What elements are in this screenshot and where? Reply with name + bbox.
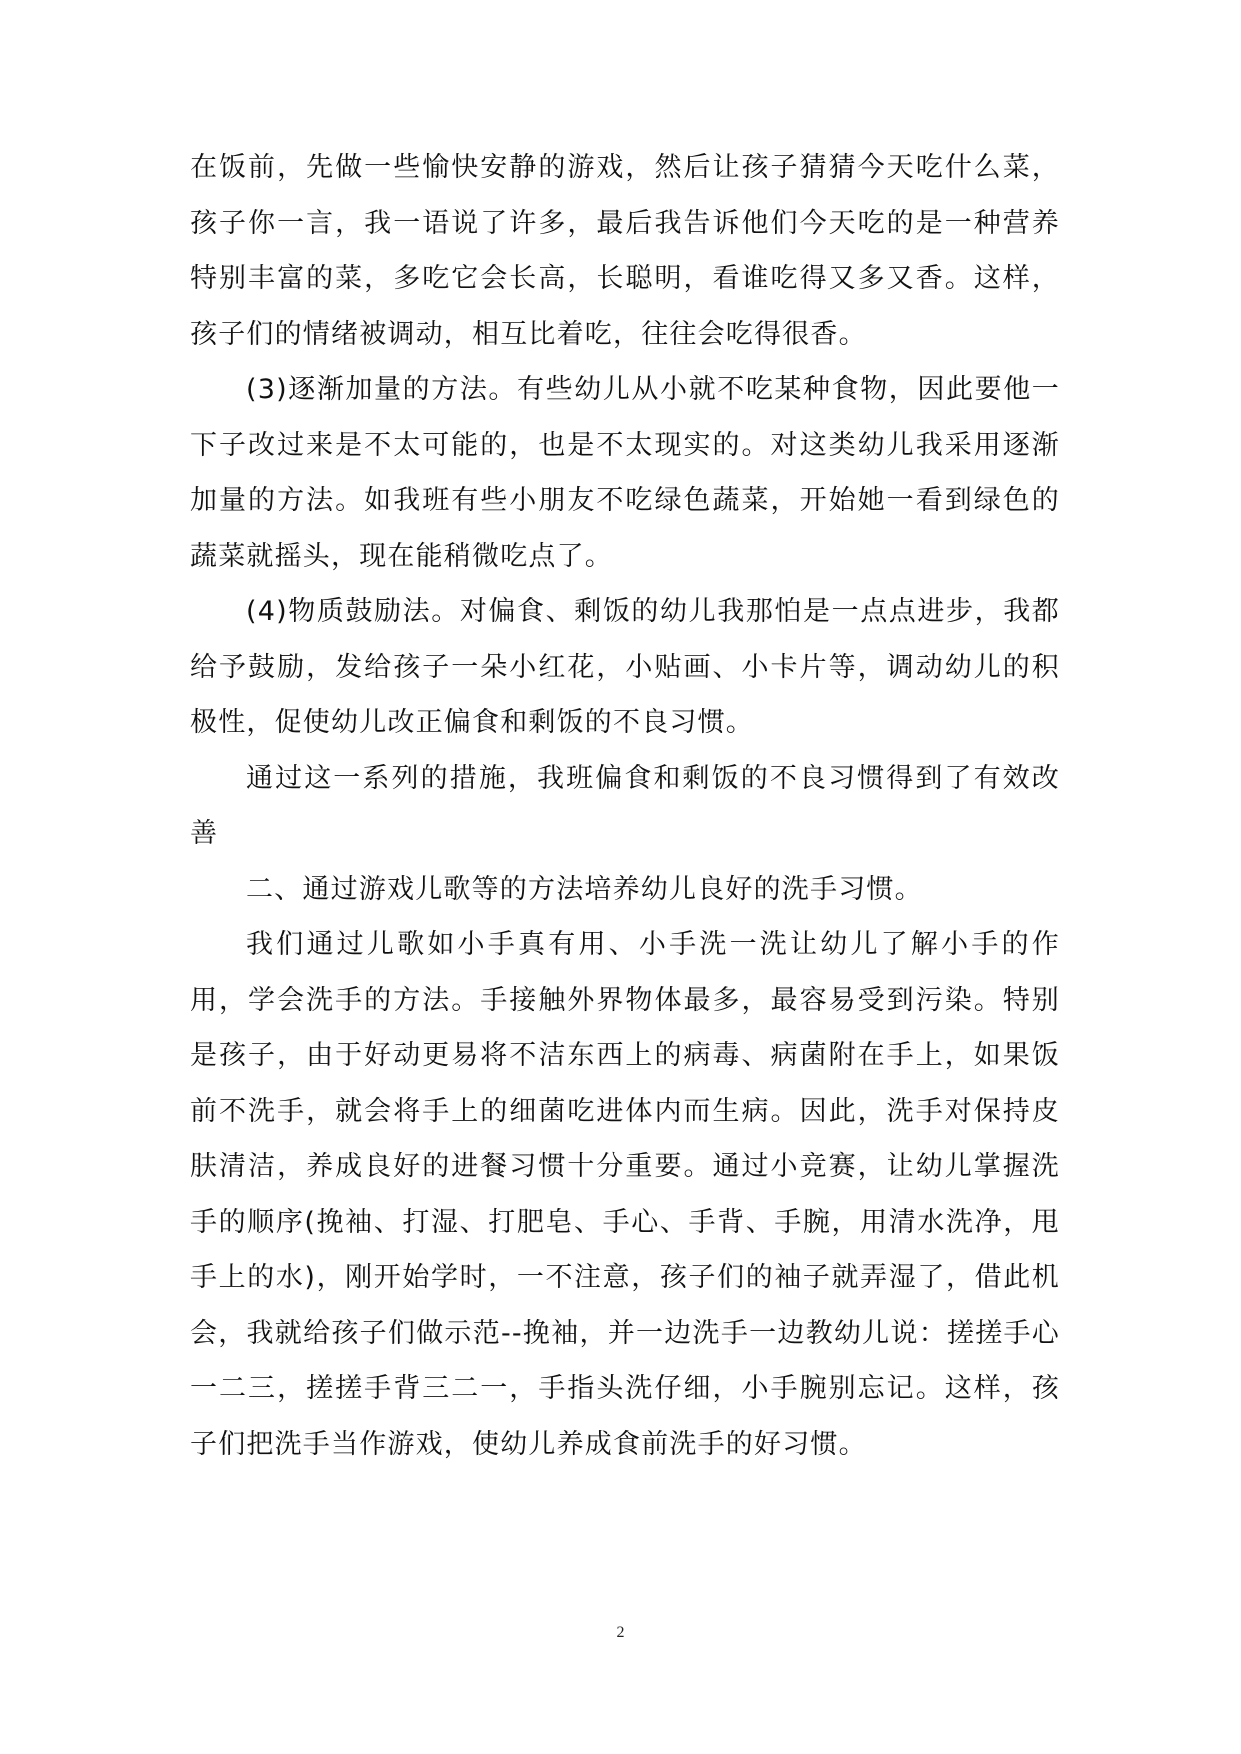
section-heading-handwashing: 二、通过游戏儿歌等的方法培养幼儿良好的洗手习惯。 — [246, 873, 923, 905]
page-number: 2 — [616, 1624, 625, 1641]
paragraph-summary: 通过这一系列的措施，我班偏食和剩饭的不良习惯得到了有效改善 — [190, 762, 1060, 849]
paragraph-handwashing: 我们通过儿歌如小手真有用、小手洗一洗让幼儿了解小手的作用，学会洗手的方法。手接触外界物体最多，最容易受到污染。特别是孩子，由于好动更易将不洁东西上的病毒、病菌附在手上，如果饭前不洗手，就会将手上的细菌吃进体内而生病。因此，洗手对保持皮肤清洁，养成良好的进餐习惯十分重要。通过小竞赛，让幼儿掌握洗手的顺序(挽袖、打湿、打肥皂、手心、手背、手腕，用清水洗净，甩手上的水)，刚开始学时，一不注意，孩子们的袖子就弄湿了，借此机会，我就给孩子们做示范--挽袖，并一边洗手一边教幼儿说：搓搓手心一二三，搓搓手背三二一，手指头洗仔细，小手腕别忘记。这样，孩子们把洗手当作游戏，使幼儿养成食前洗手的好习惯。 — [190, 929, 1060, 1460]
paragraph-material-reward: (4)物质鼓励法。对偏食、剩饭的幼儿我那怕是一点点进步，我都给予鼓励，发给孩子一朵小红花，小贴画、小卡片等，调动幼儿的积极性，促使幼儿改正偏食和剩饭的不良习惯。 — [190, 596, 1060, 738]
paragraph-continuation: 在饭前，先做一些愉快安静的游戏，然后让孩子猜猜今天吃什么菜，孩子你一言，我一语说了许多，最后我告诉他们今天吃的是一种营养特别丰富的菜，多吃它会长高，长聪明，看谁吃得又多又香。这样，孩子们的情绪被调动，相互比着吃，往往会吃得很香。 — [190, 152, 1060, 350]
paragraph-gradual-increase: (3)逐渐加量的方法。有些幼儿从小就不吃某种食物，因此要他一下子改过来是不太可能的，也是不太现实的。对这类幼儿我采用逐渐加量的方法。如我班有些小朋友不吃绿色蔬菜，开始她一看到绿色的蔬菜就摇头，现在能稍微吃点了。 — [190, 374, 1060, 572]
document-body — [190, 140, 1060, 1472]
